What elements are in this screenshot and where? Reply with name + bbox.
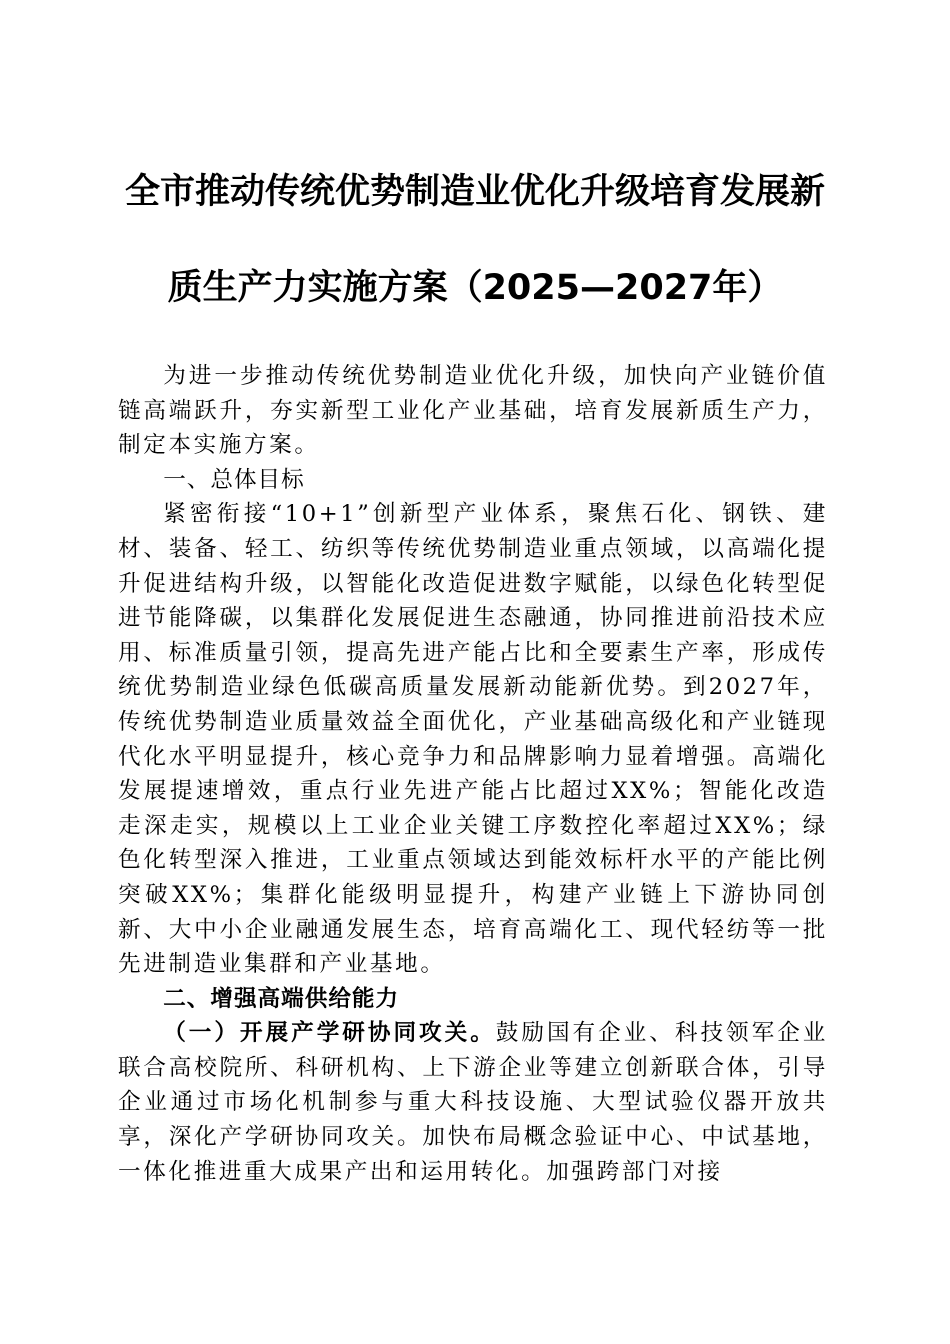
document-title-line-2: 质生产力实施方案（2025—2027年） <box>167 268 783 308</box>
section-2-heading: 二、增强高端供给能力 <box>163 985 400 1012</box>
subsection-1-text: 鼓励国有企业、科技领军企业联合高校院所、科研机构、上下游企业等建立创新联合体，引导企业通过市场化机制参与重大科技设施、大型试验仪器开放共享，深化产学研协同攻关。加快布局概念验证中心、中试基地，一体化推进重大成果产出和运用转化。加强跨部门对接 <box>118 1020 828 1185</box>
section-1-heading: 一、总体目标 <box>163 466 305 493</box>
document-body <box>118 359 828 1189</box>
document-title-line-1: 全市推动传统优势制造业优化升级培育发展新 <box>124 172 825 212</box>
subsection-1-title: （一）开展产学研协同攻关。 <box>163 1020 496 1047</box>
intro-paragraph: 为进一步推动传统优势制造业优化升级，加快向产业链价值链高端跃升，夯实新型工业化产业基础，培育发展新质生产力，制定本实施方案。 <box>118 363 828 459</box>
section-2-subsection-1 <box>118 1016 828 1189</box>
section-1-paragraph: 紧密衔接“10+1”创新型产业体系，聚焦石化、钢铁、建材、装备、轻工、纺织等传统优势制造业重点领域，以高端化提升促进结构升级，以智能化改造促进数字赋能，以绿色化转型促进节能降碳，以集群化发展促进生态融通，协同推进前沿技术应用、标准质量引领，提高先进产能占比和全要素生产率，形成传统优势制造业绿色低碳高质量发展新动能新优势。到2027年，传统优势制造业质量效益全面优化，产业基础高级化和产业链现代化水平明显提升，核心竞争力和品牌影响力显着增强。高端化发展提速增效，重点行业先进产能占比超过XX%；智能化改造走深走实，规模以上工业企业关键工序数控化率超过XX%；绿色化转型深入推进，工业重点领域达到能效标杆水平的产能比例突破XX%；集群化能级明显提升，构建产业链上下游协同创新、大中小企业融通发展生态，培育高端化工、现代轻纺等一批先进制造业集群和产业基地。 <box>118 501 828 978</box>
